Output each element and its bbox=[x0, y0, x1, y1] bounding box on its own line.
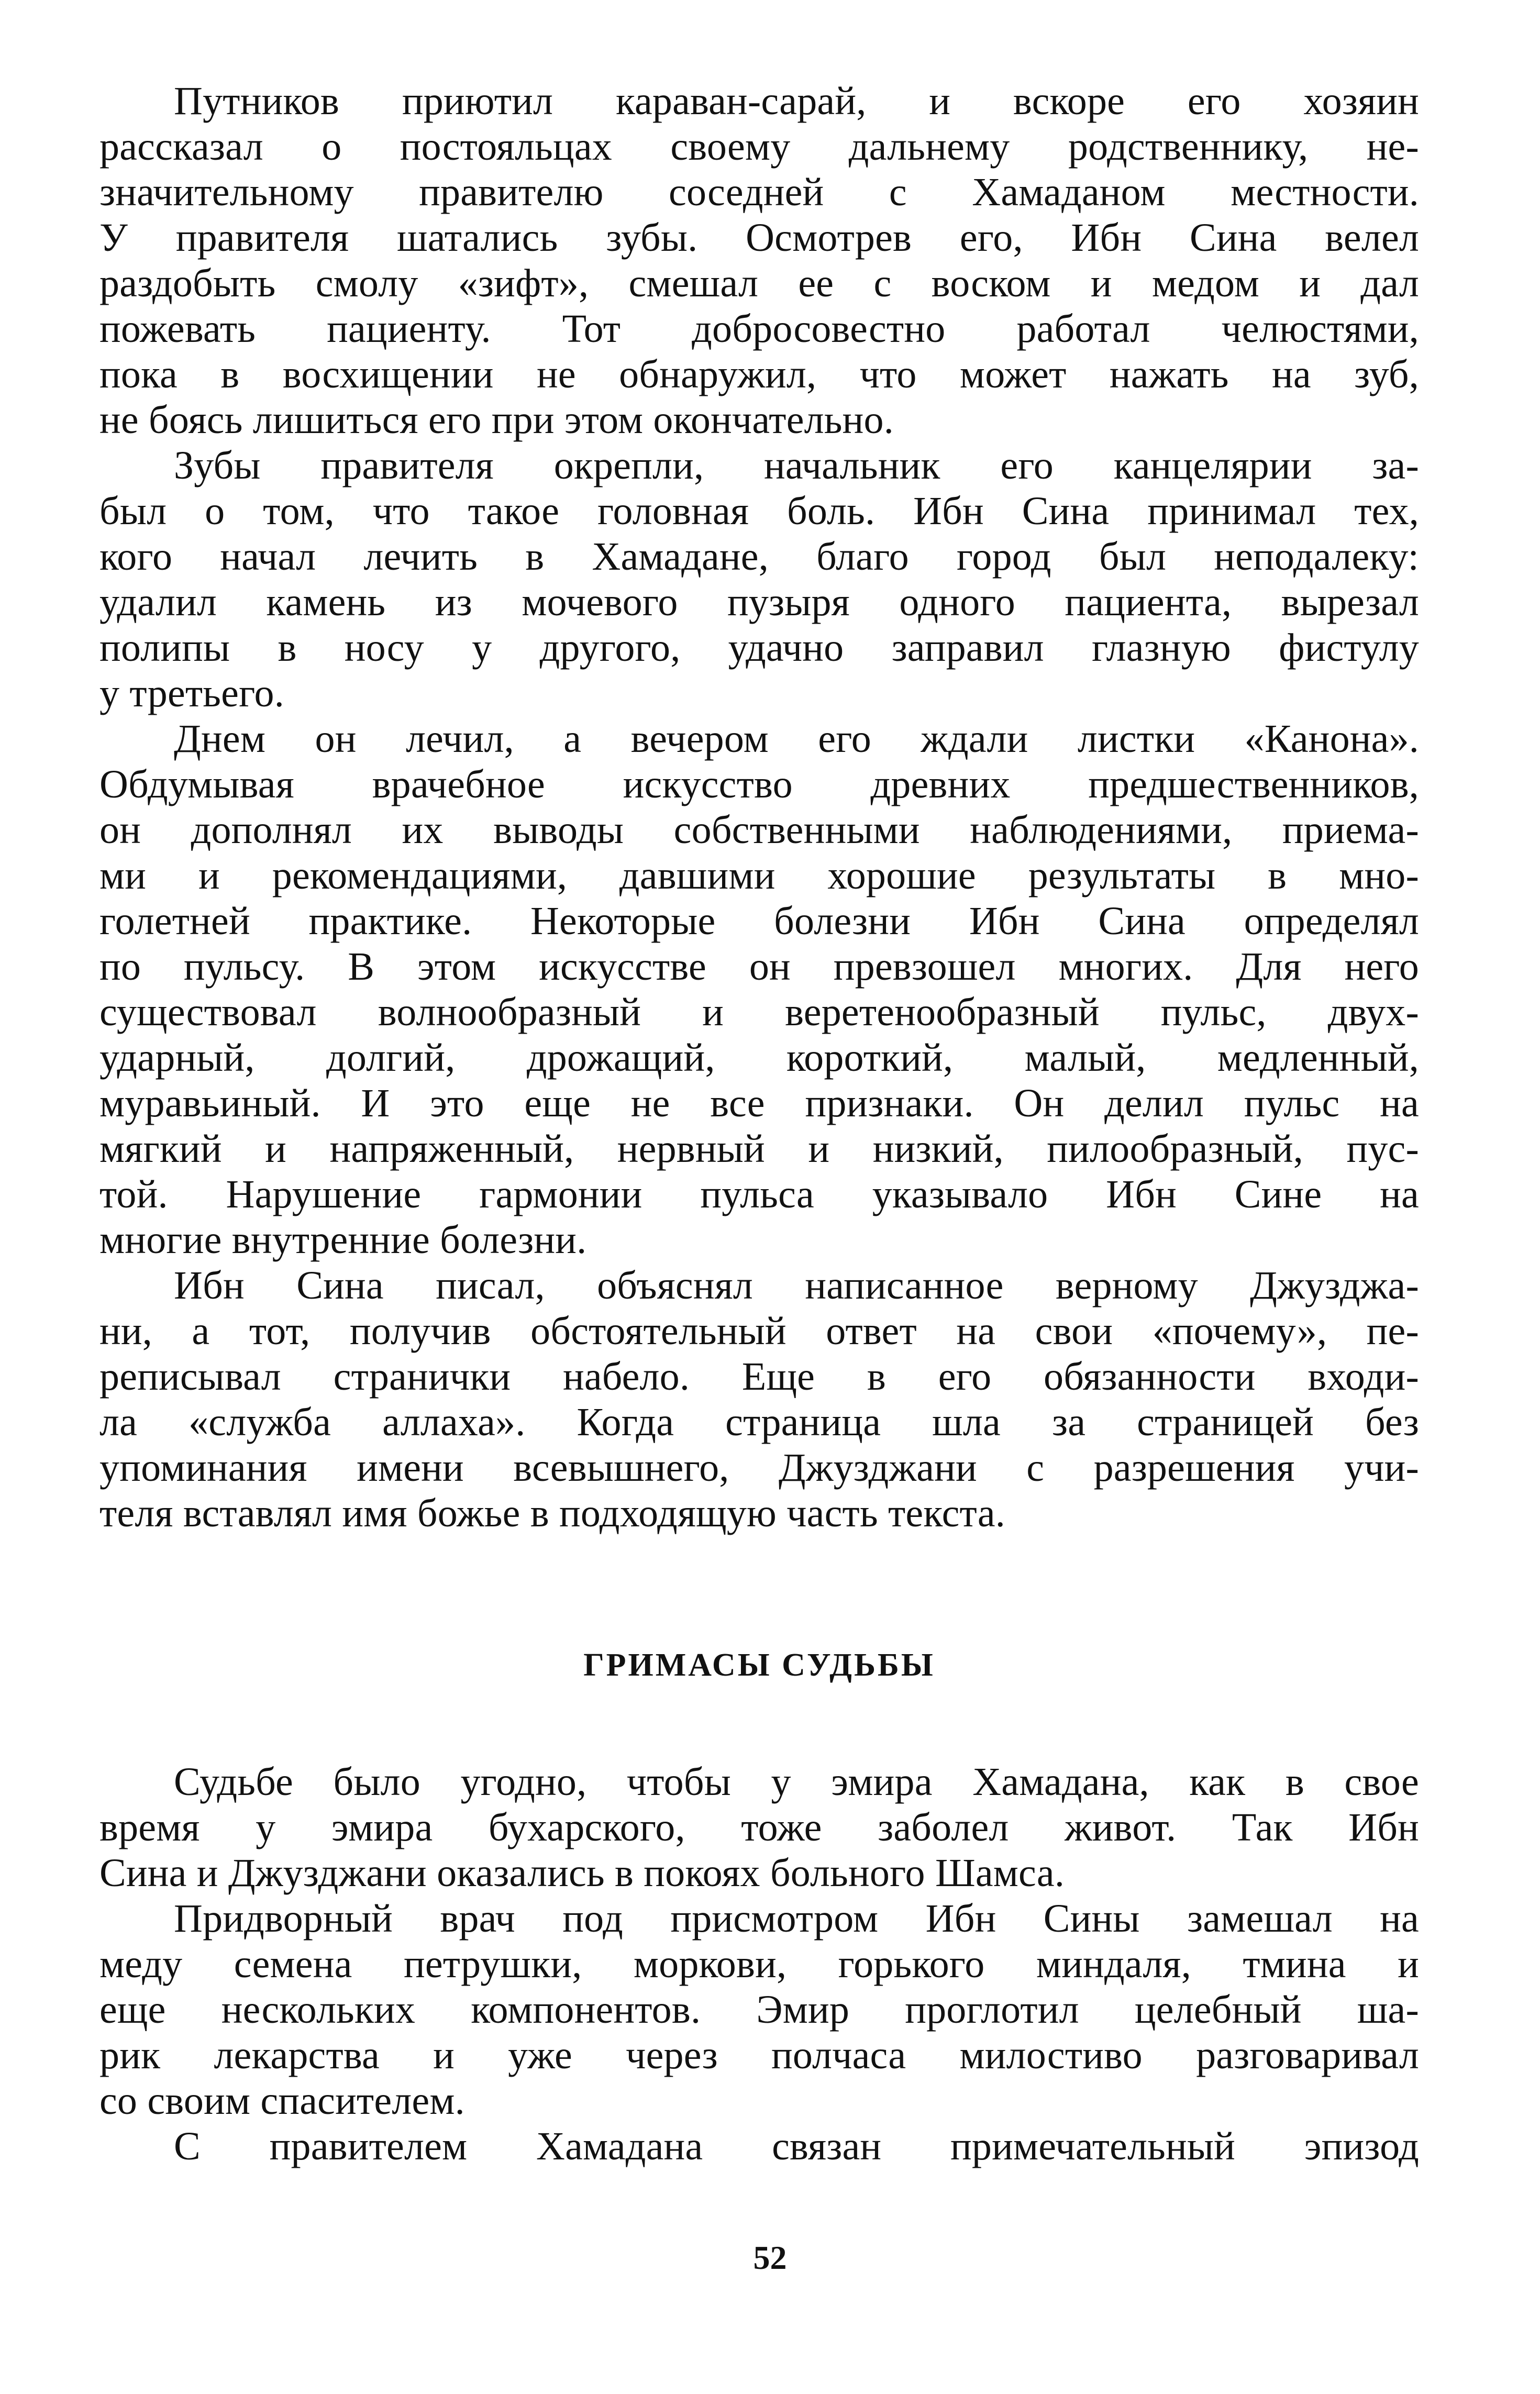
text-line: по пульсу. В этом искусстве он превзошел многих. Для него bbox=[99, 945, 1419, 989]
text-line: Сина и Джузджани оказались в покоях больного Шамса. bbox=[99, 1851, 1065, 1895]
text-line: Обдумывая врачебное искусство древних предшественников, bbox=[99, 762, 1419, 806]
text-line: кого начал лечить в Хамадане, благо город был неподалеку: bbox=[99, 535, 1419, 579]
text-line: еще нескольких компонентов. Эмир проглотил целебный ша- bbox=[99, 1988, 1419, 2032]
text-line: Путников приютил караван-сарай, и вскоре его хозяин bbox=[174, 79, 1419, 123]
text-line: рик лекарства и уже через полчаса милостиво разговаривал bbox=[99, 2033, 1419, 2077]
paragraph bbox=[99, 1896, 1419, 2124]
text-line: Судьбе было угодно, чтобы у эмира Хамадана, как в свое bbox=[174, 1760, 1419, 1804]
text-line: упоминания имени всевышнего, Джузджани с разрешения учи- bbox=[99, 1446, 1419, 1490]
text-line: ударный, долгий, дрожащий, короткий, малый, медленный, bbox=[99, 1036, 1419, 1080]
text-line: Ибн Сина писал, объяснял написанное верному Джузджа- bbox=[174, 1264, 1419, 1307]
page-number: 52 bbox=[753, 2239, 787, 2276]
text-line: у третьего. bbox=[99, 671, 284, 715]
text-line: со своим спасителем. bbox=[99, 2079, 465, 2123]
text-line: С правителем Хамадана связан примечательный эпизод bbox=[174, 2124, 1419, 2168]
chapter-text-top bbox=[99, 79, 1419, 1536]
text-line: меду семена петрушки, моркови, горького миндаля, тмина и bbox=[99, 1942, 1419, 1986]
text-line: ни, а тот, получив обстоятельный ответ на свои «почему», пе- bbox=[99, 1309, 1419, 1353]
text-line: пожевать пациенту. Тот добросовестно работал челюстями, bbox=[99, 307, 1419, 351]
text-line: голетней практике. Некоторые болезни Ибн Сина определял bbox=[99, 899, 1419, 943]
text-line: мягкий и напряженный, нервный и низкий, пилообразный, пус- bbox=[99, 1127, 1419, 1171]
paragraph bbox=[99, 79, 1419, 443]
paragraph bbox=[99, 1759, 1419, 1896]
text-line: существовал волнообразный и веретенообразный пульс, двух- bbox=[99, 990, 1419, 1034]
text-line: теля вставлял имя божье в подходящую часть текста. bbox=[99, 1491, 1005, 1535]
text-line: время у эмира бухарского, тоже заболел живот. Так Ибн bbox=[99, 1805, 1419, 1849]
text-line: У правителя шатались зубы. Осмотрев его, Ибн Сина велел bbox=[99, 216, 1419, 260]
text-line: раздобыть смолу «зифт», смешал ее с воском и медом и дал bbox=[99, 261, 1419, 305]
page-body bbox=[99, 79, 1419, 2168]
section-heading: ГРИМАСЫ СУДЬБЫ bbox=[583, 1647, 935, 1683]
text-line: муравьиный. И это еще не все признаки. Он делил пульс на bbox=[99, 1081, 1419, 1125]
text-line: той. Нарушение гармонии пульса указывало Ибн Сине на bbox=[99, 1172, 1419, 1216]
text-line: удалил камень из мочевого пузыря одного пациента, вырезал bbox=[99, 580, 1419, 624]
text-line: Днем он лечил, а вечером его ждали листки «Канона». bbox=[174, 717, 1419, 761]
text-line: пока в восхищении не обнаружил, что может нажать на зуб, bbox=[99, 352, 1419, 396]
text-line: многие внутренние болезни. bbox=[99, 1218, 587, 1262]
text-line: ла «служба аллаха». Когда страница шла за страницей без bbox=[99, 1400, 1419, 1444]
text-line: Зубы правителя окрепли, начальник его канцелярии за- bbox=[174, 444, 1419, 487]
text-line: ми и рекомендациями, давшими хорошие результаты в мно- bbox=[99, 854, 1419, 897]
text-line: не боясь лишиться его при этом окончательно. bbox=[99, 398, 894, 442]
text-line: реписывал странички набело. Еще в его обязанности входи- bbox=[99, 1355, 1419, 1399]
paragraph bbox=[99, 716, 1419, 1263]
paragraph bbox=[99, 1263, 1419, 1536]
text-line: Придворный врач под присмотром Ибн Сины замешал на bbox=[174, 1897, 1419, 1941]
chapter-text-bottom bbox=[99, 1759, 1419, 2169]
text-line: рассказал о постояльцах своему дальнему родственнику, не- bbox=[99, 125, 1419, 169]
paragraph bbox=[99, 2124, 1419, 2169]
text-line: полипы в носу у другого, удачно заправил глазную фистулу bbox=[99, 626, 1419, 670]
text-line: значительному правителю соседней с Хамаданом местности. bbox=[99, 170, 1419, 214]
text-line: был о том, что такое головная боль. Ибн Сина принимал тех, bbox=[99, 489, 1419, 533]
paragraph bbox=[99, 443, 1419, 716]
text-line: он дополнял их выводы собственными наблюдениями, приема- bbox=[99, 808, 1419, 852]
